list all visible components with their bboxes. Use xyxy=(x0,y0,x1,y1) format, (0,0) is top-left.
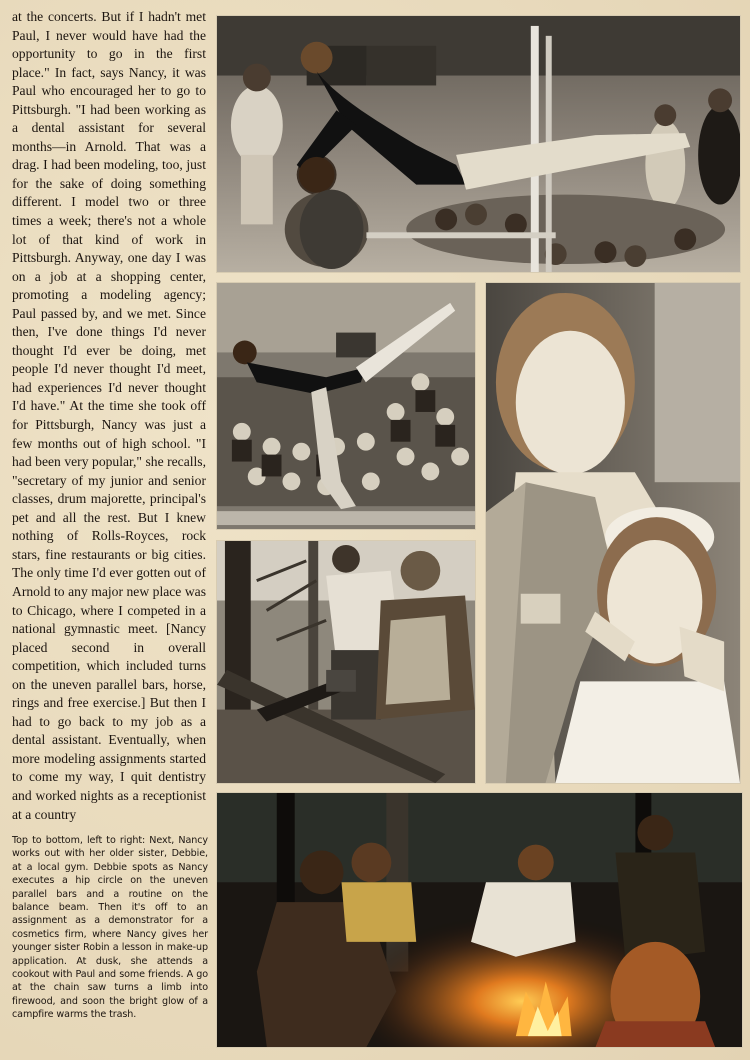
photo-caption: Top to bottom, left to right: Next, Nancy works out with her older sister, Debbie, at a local gym. Debbie spots as Nancy executes a hip circle on the uneven parallel bars and a routine on the balance beam. Then it's off to an assignment as a demonstrator for a cosmetics firm, where Nancy gives her younger sister Robin a lesson in make-up application. At dusk, she attends a cookout with Paul and some friends. A go at the chain saw turns a limb into firewood, and soon the bright glow of a campfire warms the trash. xyxy=(12,835,208,1021)
photo-campfire-image xyxy=(217,793,742,1047)
photo-campfire xyxy=(216,792,743,1048)
photo-uneven-bars xyxy=(216,15,741,273)
photo-makeup-lesson-image xyxy=(486,283,740,783)
photo-uneven-bars-image xyxy=(217,16,740,272)
photo-balance-beam-image xyxy=(217,283,475,529)
photo-balance-beam xyxy=(216,282,476,530)
article-body-text: at the concerts. But if I hadn't met Paul, I never would have had the opportunity to go in the first place." In fact, says Nancy, it was Paul who encouraged her to go to Pittsburgh. "I had been working as a dental assistant for several months—in Arnold. That was a drag. I had been modeling, too, just for the sake of doing something different. I model two or three times a week; there's not a whole lot of that kind of work in Pittsburgh. Anyway, one day I was on a job at a shopping center, promoting a modeling agency; Paul passed by, and we met. Since then, I've done things I'd never thought I'd ever be doing, met people I'd never thought I'd meet, had experiences I'd never thought I'd have." At the time she took off for Pittsburgh, Nancy was just a few months out of high school. "I had been very popular," she recalls, "secretary of my junior and senior classes, drum majorette, principal's pet and all the rest. But I knew nothing of Rolls-Royces, rock stars, fine restaurants or big cities. The only time I'd ever gotten out of Arnold to any major new place was to Chicago, where I competed in a national gymnastic meet. [Nancy placed second in overall competition, which included turns on the uneven parallel bars, horse, rings and free exercise.] But then I had to go back to my job as a dental assistant. Eventually, when more modeling assignments started to come my way, I quit dentistry and worked nights as a receptionist at a country xyxy=(12,9,206,822)
photo-chainsaw xyxy=(216,540,476,784)
photo-makeup-lesson xyxy=(485,282,741,784)
photo-chainsaw-image xyxy=(217,541,475,783)
